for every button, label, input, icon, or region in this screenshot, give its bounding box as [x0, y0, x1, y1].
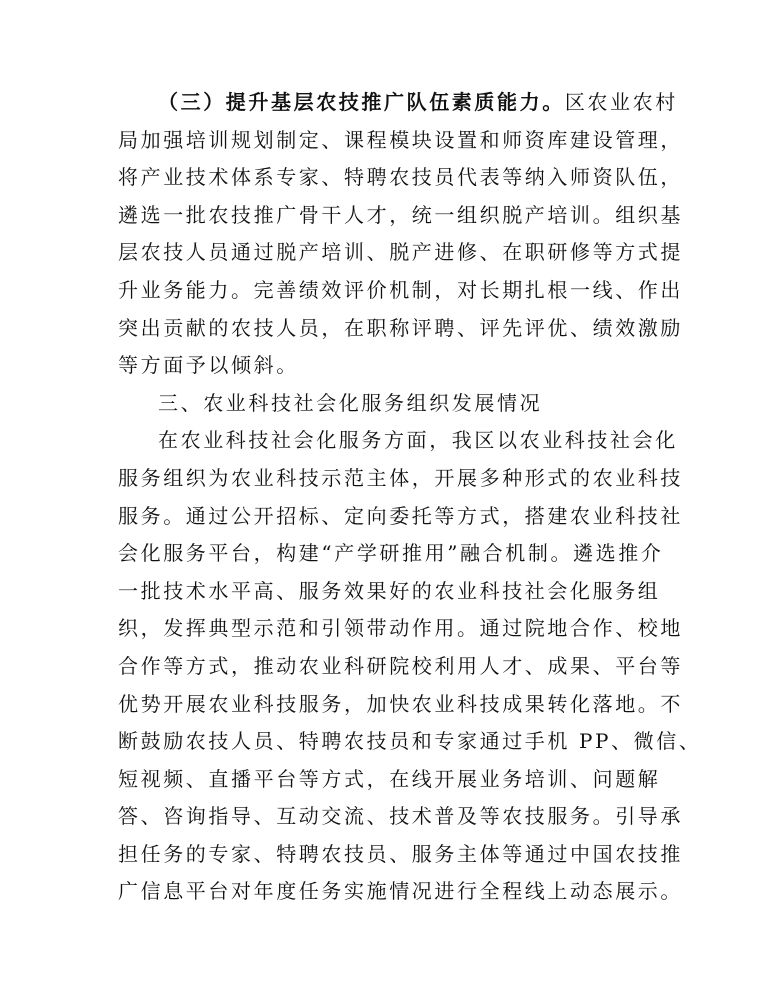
paragraph-2-line: 会化服务平台，构建“产学研推用”融合机制。遴选推介: [118, 541, 664, 566]
paragraph-2-line: 服务。通过公开招标、定向委托等方式，搭建农业科技社: [118, 503, 683, 528]
paragraph-1-line-1-text: 区农业农村: [564, 90, 678, 114]
paragraph-1-line: 升业务能力。完善绩效评价机制，对长期扎根一线、作出: [118, 277, 683, 302]
paragraph-2-line: 担任务的专家、特聘农技员、服务主体等通过中国农技推: [118, 841, 683, 866]
paragraph-2-line: 一批技术水平高、服务效果好的农业科技社会化服务组: [118, 578, 661, 603]
paragraph-2-line: 合作等方式，推动农业科研院校利用人才、成果、平台等: [118, 653, 683, 678]
paragraph-1-line: 层农技人员通过脱产培训、脱产进修、在职研修等方式提: [118, 240, 683, 265]
paragraph-2-line: 服务组织为农业科技示范主体，开展多种形式的农业科技: [118, 465, 683, 490]
subsection-heading: （三）提升基层农技推广队伍素质能力。: [158, 90, 565, 114]
section-heading: 三、农业科技社会化服务组织发展情况: [158, 390, 543, 415]
paragraph-1-line: 等方面予以倾斜。: [118, 353, 299, 378]
paragraph-1-line: 突出贡献的农技人员，在职称评聘、评先评优、绩效激励: [118, 315, 683, 340]
paragraph-1-line: 局加强培训规划制定、课程模块设置和师资库建设管理，: [118, 127, 683, 152]
paragraph-2-line: 织，发挥典型示范和引领带动作用。通过院地合作、校地: [118, 616, 683, 641]
paragraph-2-line: 答、咨询指导、互动交流、技术普及等农技服务。引导承: [118, 804, 683, 829]
paragraph-2-line: 优势开展农业科技服务，加快农业科技成果转化落地。不: [118, 691, 683, 716]
paragraph-1-line: 将产业技术体系专家、特聘农技员代表等纳入师资队伍，: [118, 165, 683, 190]
paragraph-2-line: 断鼓励农技人员、特聘农技员和专家通过手机 PP、微信、: [118, 729, 702, 754]
paragraph-2-line: 广信息平台对年度任务实施情况进行全程线上动态展示。: [118, 879, 683, 904]
document-body: [118, 84, 702, 911]
paragraph-1-line: 遴选一批农技推广骨干人才，统一组织脱产培训。组织基: [118, 202, 683, 227]
paragraph-1-line-1: [118, 84, 678, 122]
paragraph-2-line: 短视频、直播平台等方式，在线开展业务培训、问题解: [118, 766, 661, 791]
paragraph-2-line: 在农业科技社会化服务方面，我区以农业科技社会化: [158, 428, 678, 453]
